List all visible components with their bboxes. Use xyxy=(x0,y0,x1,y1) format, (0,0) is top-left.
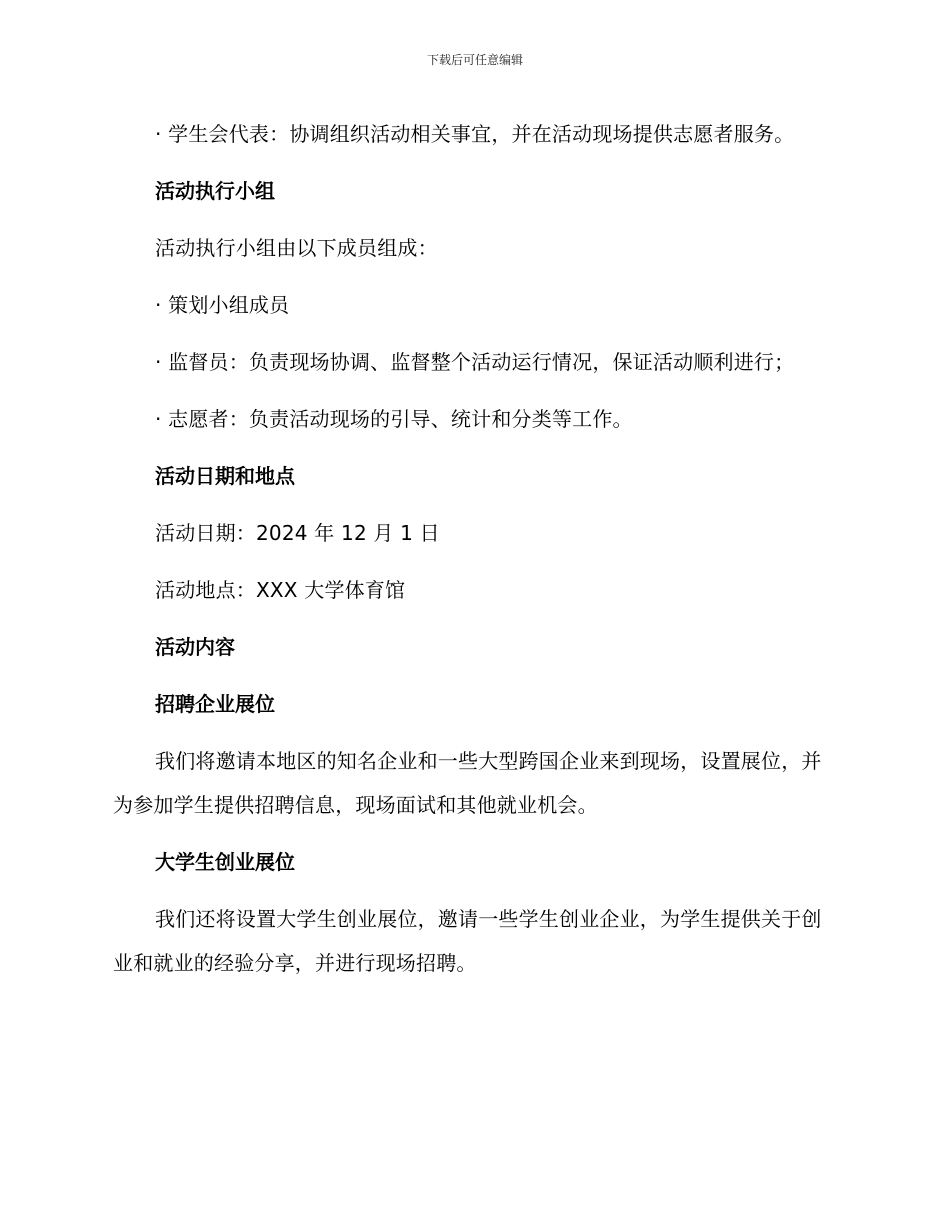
heading-startup-booths: 大学生创业展位 xyxy=(155,850,295,874)
paragraph-startup-booths: 我们还将设置大学生创业展位，邀请一些学生创业企业，为学生提供关于创业和就业的经验分享，并进行现场招聘。 xyxy=(113,907,822,975)
heading-execution-team: 活动执行小组 xyxy=(155,179,275,203)
paragraph-team-intro: 活动执行小组由以下成员组成： xyxy=(155,236,438,260)
paragraph-recruitment-booths: 我们将邀请本地区的知名企业和一些大型跨国企业来到现场，设置展位，并为参加学生提供招聘信息，现场面试和其他就业机会。 xyxy=(113,749,822,817)
paragraph-event-date: 活动日期：2024 年 12 月 1 日 xyxy=(155,521,440,545)
heading-recruitment-booths: 招聘企业展位 xyxy=(155,692,275,716)
heading-event-content: 活动内容 xyxy=(155,635,235,659)
list-item-supervisor: · 监督员：负责现场协调、监督整个活动运行情况，保证活动顺利进行； xyxy=(155,350,795,374)
heading-date-location: 活动日期和地点 xyxy=(155,464,295,488)
list-item-planning-members: · 策划小组成员 xyxy=(155,293,290,317)
document-body xyxy=(113,112,833,998)
paragraph-student-union: · 学生会代表：协调组织活动相关事宜，并在活动现场提供志愿者服务。 xyxy=(155,122,795,146)
paragraph-event-location: 活动地点：XXX 大学体育馆 xyxy=(155,578,406,602)
list-item-volunteer: · 志愿者：负责活动现场的引导、统计和分类等工作。 xyxy=(155,407,633,431)
page-header-note: 下载后可任意编辑 xyxy=(426,53,523,67)
